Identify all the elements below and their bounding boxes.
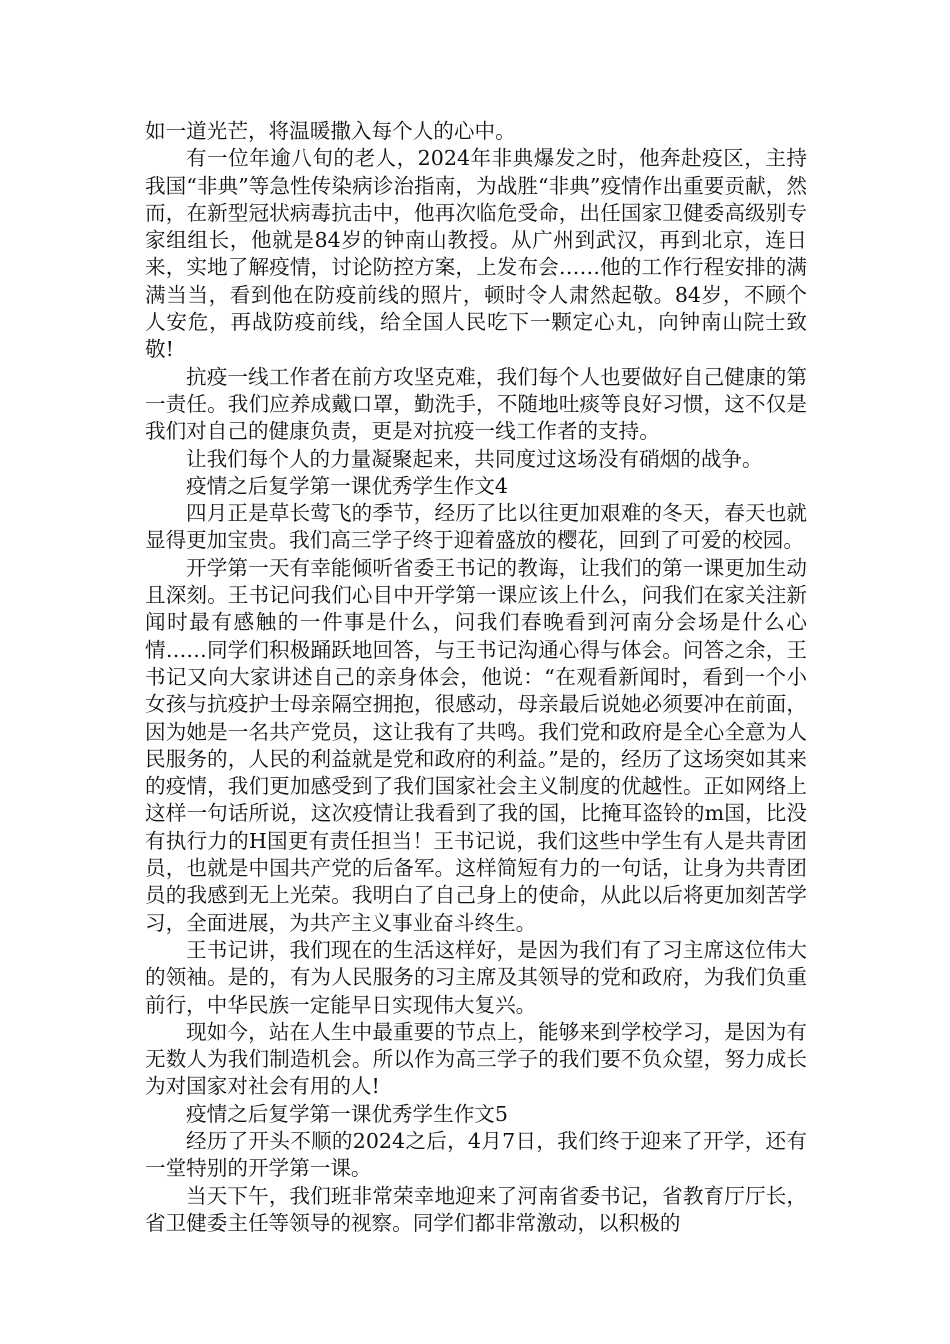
paragraph-7: 王书记讲，我们现在的生活这样好，是因为我们有了习主席这位伟大的领袖。是的，有为人民服务的习主席及其领导的党和政府，为我们负重前行，中华民族一定能早日实现伟大复兴。 — [145, 937, 807, 1017]
paragraph-1: 如一道光芒，将温暖撒入每个人的心中。 — [145, 119, 516, 143]
paragraph-10: 当天下午，我们班非常荣幸地迎来了河南省委书记，省教育厅厅长，省卫健委主任等领导的视察。同学们都非常激动，以积极的 — [145, 1183, 807, 1235]
paragraph-3: 抗疫一线工作者在前方攻坚克难，我们每个人也要做好自己健康的第一责任。我们应养成戴口罩，勤洗手，不随地吐痰等良好习惯，这不仅是我们对自己的健康负责，更是对抗疫一线工作者的支持。 — [145, 364, 807, 444]
section-heading-4: 疫情之后复学第一课优秀学生作文4 — [186, 473, 509, 498]
paragraph-8: 现如今，站在人生中最重要的节点上，能够来到学校学习，是因为有无数人为我们制造机会。所以作为高三学子的我们要不负众望，努力成长为对国家对社会有用的人! — [145, 1019, 807, 1099]
paragraph-9: 经历了开头不顺的2024之后，4月7日，我们终于迎来了开学，还有一堂特别的开学第一课。 — [145, 1128, 807, 1181]
paragraph-4: 让我们每个人的力量凝聚起来，共同度过这场没有硝烟的战争。 — [186, 446, 763, 471]
document-body — [145, 118, 807, 1237]
paragraph-6: 开学第一天有幸能倾听省委王书记的教诲，让我们的第一课更加生动且深刻。王书记问我们心目中开学第一课应该上什么，问我们在家关注新闻时最有感触的一件事是什么，问我们春晚看到河南分会场是什么心情……同学们积极踊跃地回答，与王书记沟通心得与体会。问答之余，王书记又向大家讲述自己的亲身体会，他说：“在观看新闻时，看到一个小女孩与抗疫护士母亲隔空拥抱，很感动，母亲最后说她必须要冲在前面，因为她是一名共产党员，这让我有了共鸣。我们党和政府是全心全意为人民服务的，人民的利益就是党和政府的利益。”是的，经历了这场突如其来的疫情，我们更加感受到了我们国家社会主义制度的优越性。正如网络上这样一句话所说，这次疫情让我看到了我的国，比掩耳盗铃的m国，比没有执行力的H国更有责任担当！王书记说，我们这些中学生有人是共青团员，也就是中国共产党的后备军。这样简短有力的一句话，让身为共青团员的我感到无上光荣。我明白了自己身上的使命，从此以后将更加刻苦学习，全面进展，为共产主义事业奋斗终生。 — [145, 555, 807, 935]
paragraph-5: 四月正是草长莺飞的季节，经历了比以往更加艰难的冬天，春天也就显得更加宝贵。我们高三学子终于迎着盛放的樱花，回到了可爱的校园。 — [145, 501, 807, 553]
section-heading-5: 疫情之后复学第一课优秀学生作文5 — [186, 1101, 509, 1126]
paragraph-2: 有一位年逾八旬的老人，2024年非典爆发之时，他奔赴疫区，主持我国“非典”等急性传染病诊治指南，为战胜“非典”疫情作出重要贡献，然而，在新型冠状病毒抗击中，他再次临危受命，出任国家卫健委高级别专家组组长，他就是84岁的钟南山教授。从广州到武汉，再到北京，连日来，实地了解疫情，讨论防控方案，上发布会……他的工作行程安排的满满当当，看到他在防疫前线的照片，顿时令人肃然起敬。84岁，不顾个人安危，再战防疫前线，给全国人民吃下一颗定心丸，向钟南山院士致敬! — [145, 146, 807, 362]
